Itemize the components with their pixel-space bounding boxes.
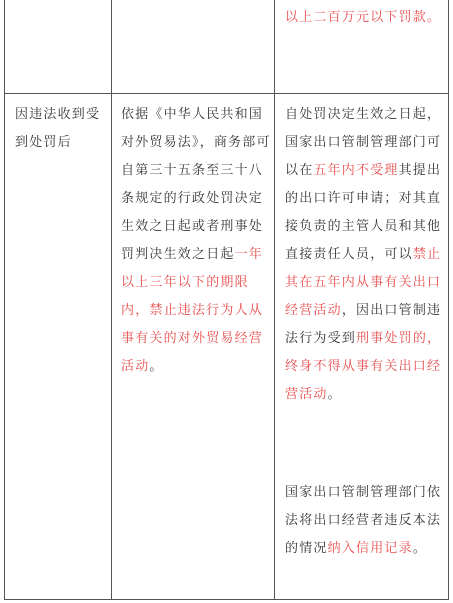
highlighted-text: 以上二百万元以下罚款。 — [285, 10, 442, 25]
condition-cell — [15, 101, 111, 157]
top-row-penalty-cell — [285, 4, 445, 32]
export-control-penalty-cell — [285, 101, 445, 409]
credit-record-cell — [285, 479, 445, 563]
column-divider-1 — [111, 0, 112, 599]
body-text: 。 — [149, 359, 164, 374]
legal-basis-cell — [121, 101, 271, 381]
highlighted-text: 禁止其在五年内从事有关出口经营活动 — [285, 247, 442, 318]
body-text: 因违法收到受到处罚后 — [15, 107, 101, 150]
highlighted-text: 一年以上三年以下的期限内，禁止违法行为人从事有关的对外贸易经营活动 — [121, 247, 264, 374]
body-text: 自处罚决定生效之日起，国家出口管制管理部门可以在 — [285, 107, 442, 178]
column-divider-2 — [274, 0, 275, 599]
body-text: 依据《中华人民共和国对外贸易法》，商务部可自第三十五条至三十八条规定的行政处罚决定生效之日起或者刑事处罚判决生效之日起 — [121, 107, 271, 262]
body-text: 国家出口管制管理部门依法将出口经营者违反本法的情况 — [285, 485, 442, 556]
row-divider — [5, 93, 448, 94]
body-text: 。 — [327, 387, 342, 402]
highlighted-text: 五年内不受理 — [313, 163, 399, 178]
highlighted-text: 纳入信用记录 — [327, 541, 413, 556]
body-text: ，因出口管制违法行为受到 — [285, 303, 442, 346]
body-text: 。 — [412, 541, 428, 556]
penalty-table — [4, 0, 449, 600]
highlighted-text: 刑事处罚的，终身不得从事有关出口经营活动 — [285, 331, 442, 402]
body-text: 其提出的出口许可申请；对其直接负责的主管人员和其他直接责任人员，可以 — [285, 163, 442, 262]
